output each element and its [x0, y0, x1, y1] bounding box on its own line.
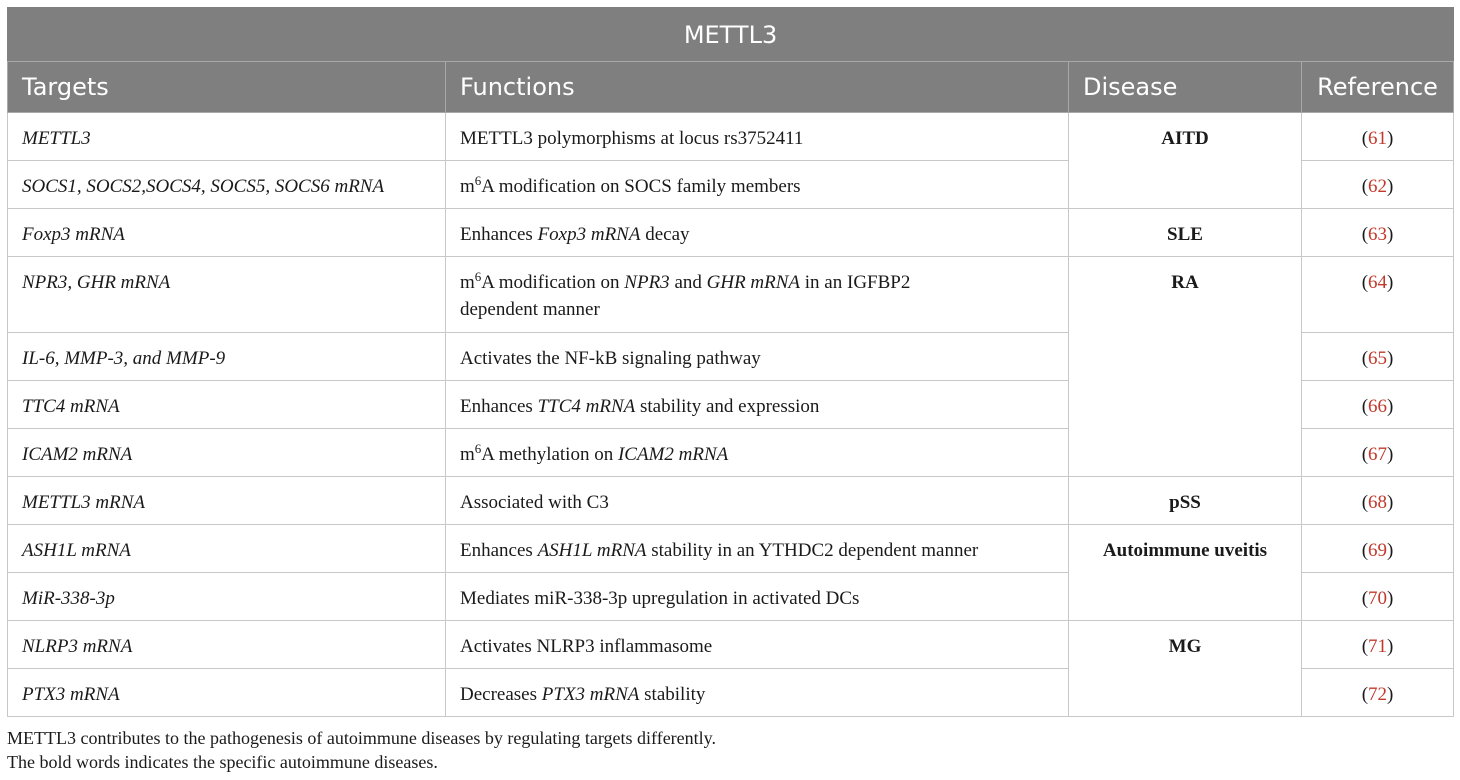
target-cell: PTX3 mRNA — [8, 669, 446, 717]
table-title: METTL3 — [8, 8, 1454, 62]
reference-link[interactable]: 64 — [1368, 272, 1388, 293]
footnote: METTL3 contributes to the pathogenesis of autoimmune diseases by regulating targets differently. — [7, 728, 716, 748]
italic-term: Foxp3 mRNA — [537, 224, 641, 245]
function-text: A modification on — [481, 272, 625, 293]
table-container — [7, 7, 1453, 717]
function-cell — [446, 621, 1069, 669]
reference-link[interactable]: 67 — [1368, 444, 1388, 465]
italic-term: TTC4 mRNA — [537, 396, 636, 417]
reference-link[interactable]: 61 — [1368, 128, 1388, 149]
function-text: dependent manner — [460, 299, 600, 320]
function-text: Associated with C3 — [460, 492, 609, 513]
reference-cell: (69) — [1302, 525, 1454, 573]
target-cell: Foxp3 mRNA — [8, 209, 446, 257]
function-text: Enhances — [460, 224, 538, 245]
disease-cell: pSS — [1069, 477, 1302, 525]
function-text: decay — [640, 224, 690, 245]
footnote: The bold words indicates the specific autoimmune diseases. — [7, 752, 438, 772]
table-row — [8, 477, 1454, 525]
function-text: stability and expression — [635, 396, 820, 417]
reference-cell: (68) — [1302, 477, 1454, 525]
italic-term: PTX3 mRNA — [541, 684, 640, 705]
target-cell: TTC4 mRNA — [8, 381, 446, 429]
reference-cell: (67) — [1302, 429, 1454, 477]
function-text: Decreases — [460, 684, 542, 705]
function-cell — [446, 257, 1069, 333]
italic-term: GHR mRNA — [706, 272, 801, 293]
column-header-reference: Reference — [1302, 62, 1454, 113]
reference-cell: (72) — [1302, 669, 1454, 717]
disease-cell: AITD — [1069, 113, 1302, 209]
reference-link[interactable]: 69 — [1368, 540, 1388, 561]
column-header-targets: Targets — [8, 62, 446, 113]
function-cell — [446, 525, 1069, 573]
disease-cell: RA — [1069, 257, 1302, 477]
function-text: stability — [639, 684, 706, 705]
column-header-functions: Functions — [446, 62, 1069, 113]
function-cell — [446, 381, 1069, 429]
function-text: Activates the NF-kB signaling pathway — [460, 348, 761, 369]
function-text: m — [460, 176, 475, 197]
reference-link[interactable]: 68 — [1368, 492, 1388, 513]
superscript: 6 — [474, 269, 482, 284]
disease-cell: Autoimmune uveitis — [1069, 525, 1302, 621]
target-cell: METTL3 — [8, 113, 446, 161]
reference-cell: (70) — [1302, 573, 1454, 621]
function-text: and — [669, 272, 707, 293]
italic-term: NPR3 — [624, 272, 670, 293]
reference-cell: (62) — [1302, 161, 1454, 209]
target-cell: MiR-338-3p — [8, 573, 446, 621]
table-row — [8, 209, 1454, 257]
function-cell — [446, 669, 1069, 717]
reference-link[interactable]: 65 — [1368, 348, 1388, 369]
disease-cell: SLE — [1069, 209, 1302, 257]
function-text: in an IGFBP2 — [800, 272, 911, 293]
table-body — [8, 113, 1454, 717]
reference-cell: (65) — [1302, 333, 1454, 381]
table-footnotes — [7, 726, 1453, 774]
reference-cell: (61) — [1302, 113, 1454, 161]
table-row — [8, 257, 1454, 333]
table-row — [8, 621, 1454, 669]
function-cell — [446, 333, 1069, 381]
reference-link[interactable]: 71 — [1368, 636, 1388, 657]
target-cell: ASH1L mRNA — [8, 525, 446, 573]
reference-link[interactable]: 72 — [1368, 684, 1388, 705]
superscript: 6 — [474, 173, 482, 188]
table-row — [8, 113, 1454, 161]
function-text: A modification on SOCS family members — [481, 176, 801, 197]
target-cell: NLRP3 mRNA — [8, 621, 446, 669]
superscript: 6 — [474, 441, 482, 456]
italic-term: ICAM2 mRNA — [617, 444, 729, 465]
function-text: m — [460, 444, 475, 465]
target-cell: SOCS1, SOCS2,SOCS4, SOCS5, SOCS6 mRNA — [8, 161, 446, 209]
function-text: m — [460, 272, 475, 293]
reference-cell: (71) — [1302, 621, 1454, 669]
function-text: A methylation on — [481, 444, 618, 465]
target-cell: NPR3, GHR mRNA — [8, 257, 446, 333]
target-cell: METTL3 mRNA — [8, 477, 446, 525]
table-row — [8, 525, 1454, 573]
column-header-disease: Disease — [1069, 62, 1302, 113]
function-text: Enhances — [460, 396, 538, 417]
function-cell — [446, 161, 1069, 209]
function-text: stability in an YTHDC2 dependent manner — [646, 540, 979, 561]
reference-link[interactable]: 70 — [1368, 588, 1388, 609]
function-text: Activates NLRP3 inflammasome — [460, 636, 713, 657]
italic-term: ASH1L mRNA — [537, 540, 647, 561]
reference-cell: (64) — [1302, 257, 1454, 333]
reference-link[interactable]: 63 — [1368, 224, 1388, 245]
function-text: Mediates miR-338-3p upregulation in activated DCs — [460, 588, 860, 609]
disease-cell: MG — [1069, 621, 1302, 717]
reference-link[interactable]: 66 — [1368, 396, 1388, 417]
target-cell: ICAM2 mRNA — [8, 429, 446, 477]
reference-cell: (66) — [1302, 381, 1454, 429]
target-cell: IL-6, MMP-3, and MMP-9 — [8, 333, 446, 381]
function-cell — [446, 477, 1069, 525]
reference-cell: (63) — [1302, 209, 1454, 257]
function-cell — [446, 209, 1069, 257]
function-cell — [446, 573, 1069, 621]
mettl3-table — [7, 7, 1454, 717]
function-text: Enhances — [460, 540, 538, 561]
function-text: METTL3 polymorphisms at locus rs3752411 — [460, 128, 804, 149]
function-cell — [446, 429, 1069, 477]
reference-link[interactable]: 62 — [1368, 176, 1388, 197]
function-cell — [446, 113, 1069, 161]
